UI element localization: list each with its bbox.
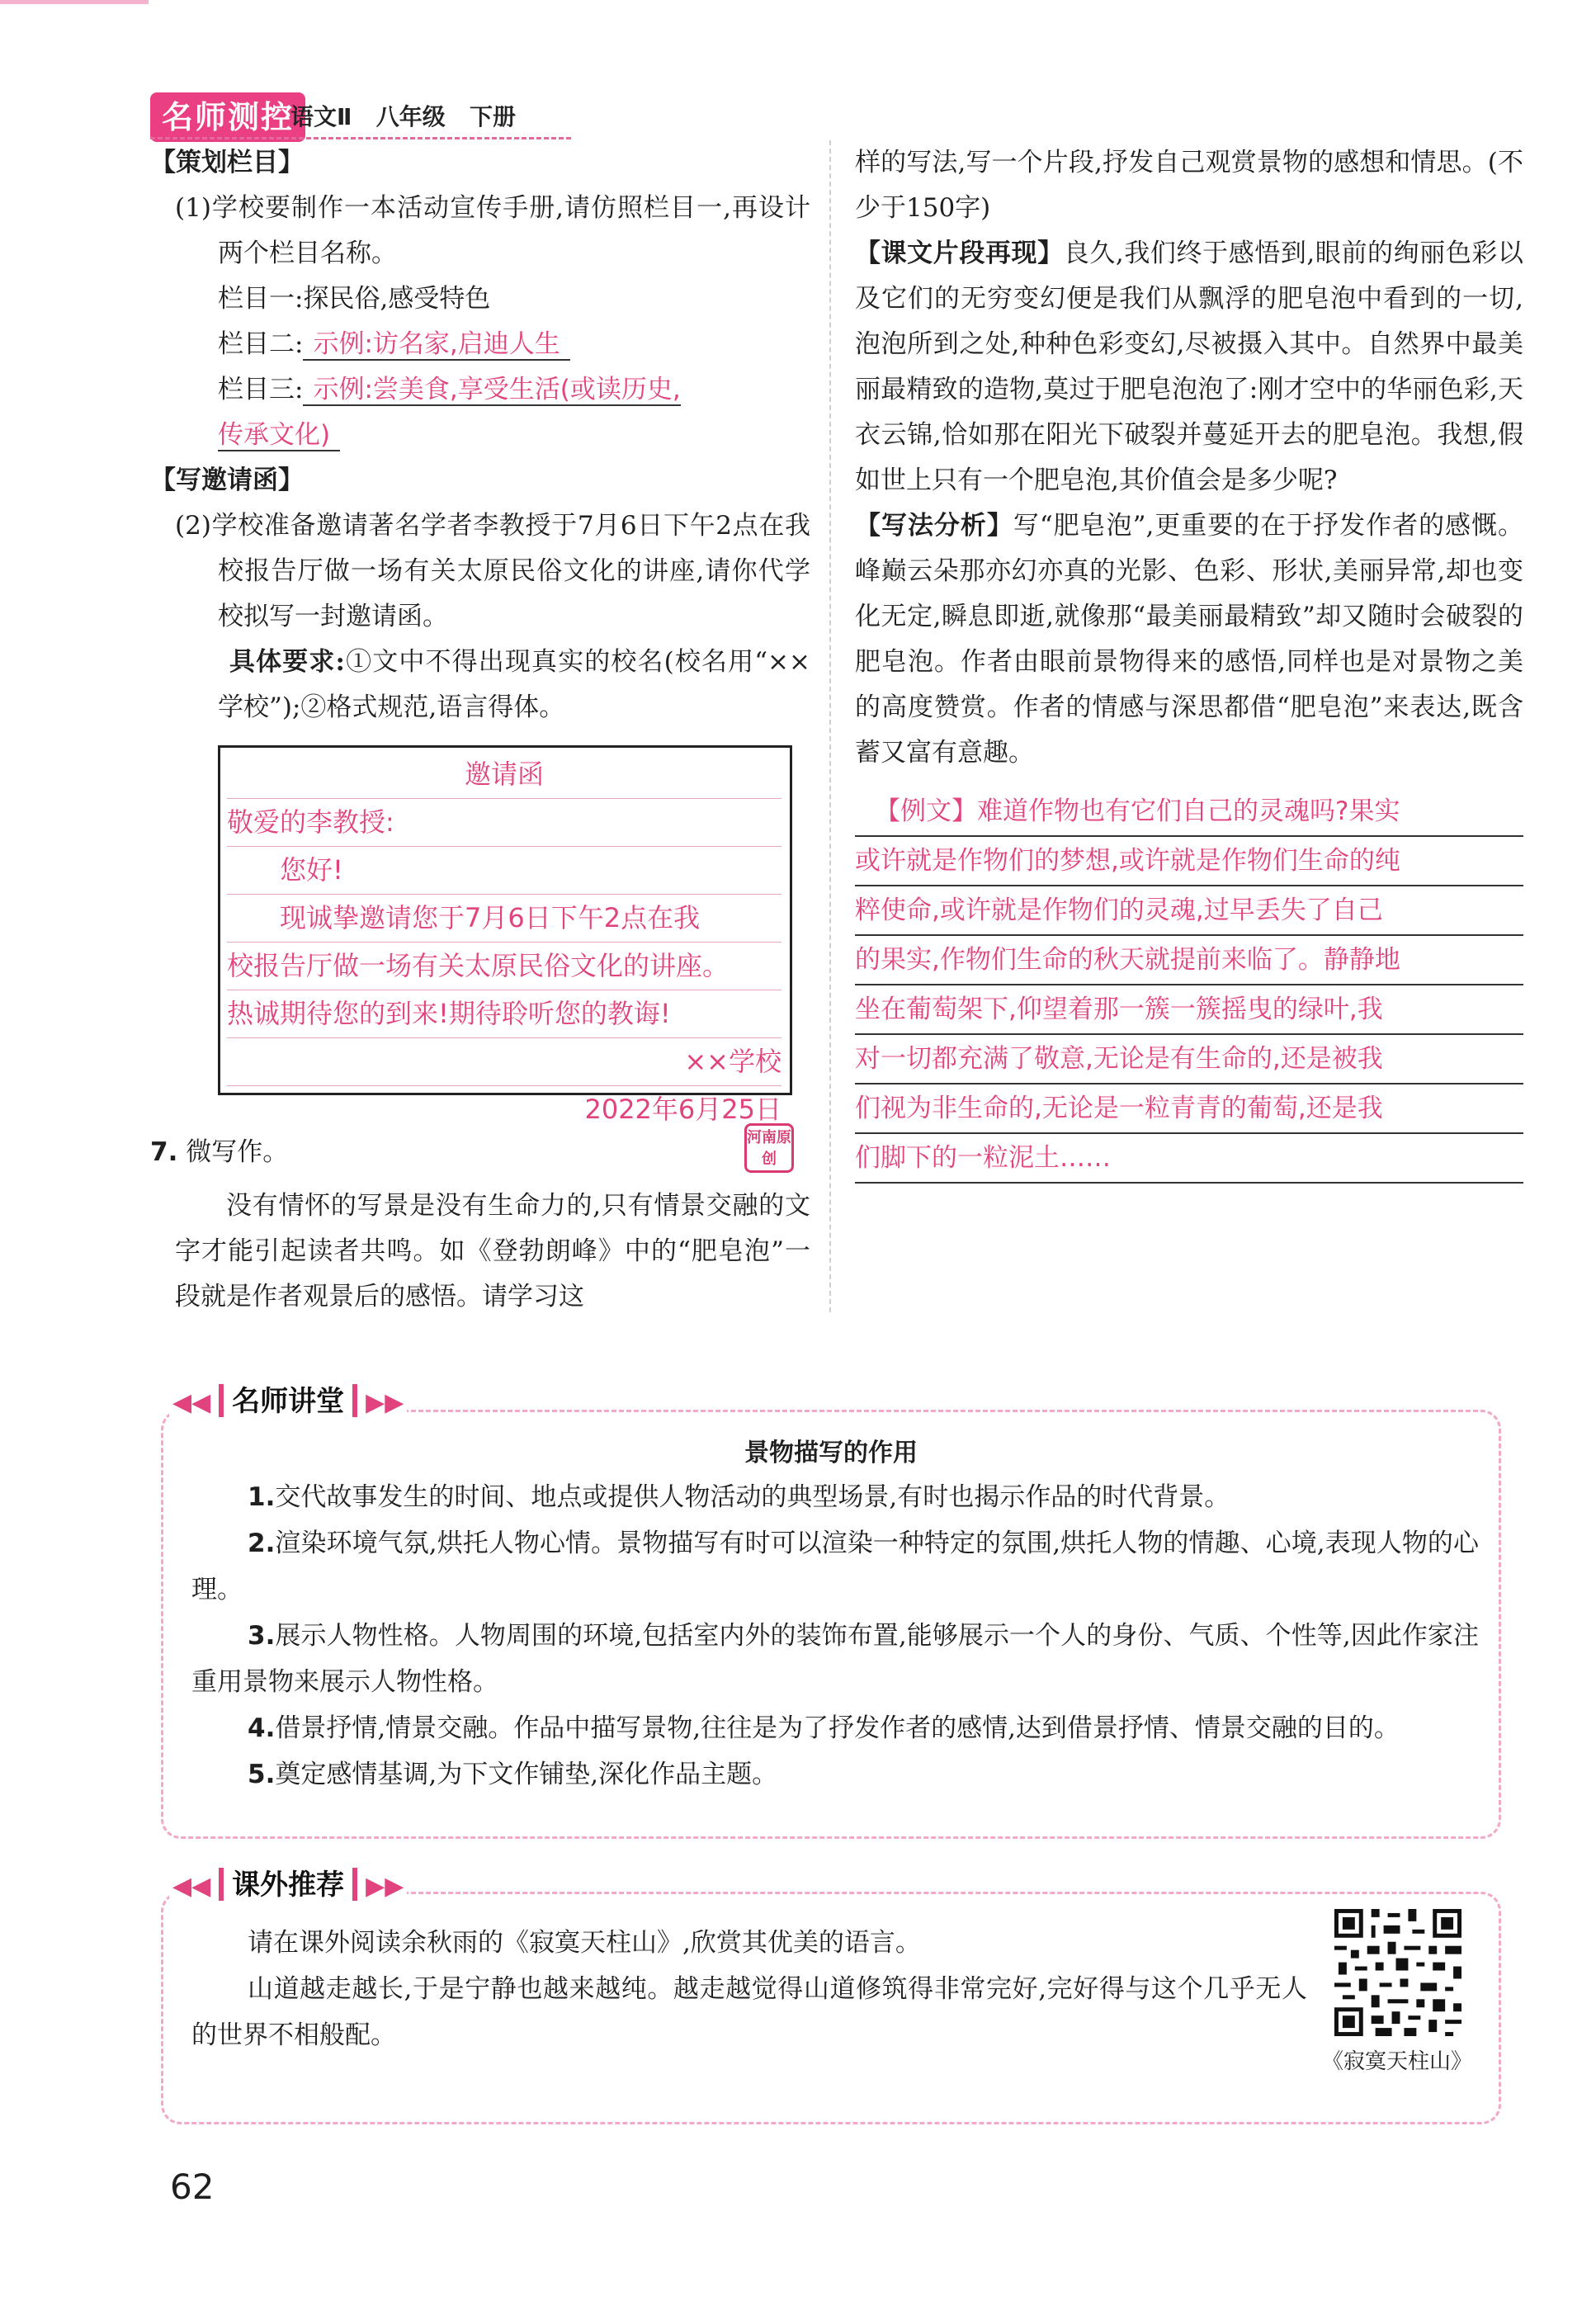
excerpt-label: 【课文片段再现】 (855, 239, 1064, 268)
example-line-7: 们视为非生命的,无论是一粒青青的葡萄,还是我 (855, 1084, 1523, 1134)
example-line-3: 粹使命,或许就是作物们的灵魂,过早丢失了自己 (855, 886, 1523, 936)
column-3-answer-line-2: 传承文化) (218, 420, 340, 451)
henan-original-stamp: 河南原创 (744, 1123, 794, 1173)
reading-intro: 请在课外阅读余秋雨的《寂寞天柱山》,欣赏其优美的语言。 (248, 1928, 921, 1958)
lecture-item: 2.渲染环境气氛,烘托人物心情。景物描写有时可以渲染一种特定的氛围,烘托人物的情趣、心境,表现人物的心理。 (191, 1529, 1479, 1604)
question-7-number: 7. (150, 1137, 178, 1167)
question-7-text: 没有情怀的写景是没有生命力的,只有情景交融的文字才能引起读者共鸣。如《登勃朗峰》中的“肥皂泡”一段就是作者观景后的感悟。请学习这 (175, 1191, 810, 1311)
section-title-columns: 【策划栏目】 (150, 148, 304, 177)
question-1: (1)学校要制作一本活动宣传手册,请仿照栏目一,再设计两个栏目名称。 (175, 193, 810, 268)
reading-body (191, 1920, 1307, 2058)
page-number: 62 (170, 2167, 215, 2207)
qr-caption: 《寂寞天柱山》 (1321, 2049, 1472, 2074)
column-2-label: 栏目二: (218, 329, 304, 359)
example-line-1: 【例文】难道作物也有它们自己的灵魂吗?果实 (855, 787, 1523, 837)
column-3-row-cont (150, 413, 810, 458)
double-right-arrow-icon: ▶▶ (366, 1388, 404, 1417)
question-7-header (150, 1130, 810, 1175)
lecture-tag (169, 1378, 407, 1425)
question-7-title: 微写作。 (186, 1137, 289, 1167)
analysis-label: 【写法分析】 (855, 511, 1013, 541)
column-1-value: 探民俗,感受特色 (303, 284, 491, 314)
reading-tag-label: 课外推荐 (232, 1869, 345, 1902)
qr-code-icon[interactable] (1330, 1905, 1466, 2040)
header-subject: 语文Ⅱ (290, 103, 352, 130)
question-2: (2)学校准备邀请著名学者李教授于7月6日下午2点在我校报告厅做一场有关太原民俗文化的讲座,请你代学校拟写一封邀请函。 (175, 511, 810, 631)
example-answer (855, 787, 1523, 1184)
header-meta (290, 99, 516, 135)
header-divider (150, 137, 571, 139)
invitation-salutation: 敬爱的李教授: (227, 799, 781, 847)
reading-tag (169, 1862, 407, 1908)
lecture-item: 3.展示人物性格。人物周围的环境,包括室内外的装饰布置,能够展示一个人的身份、气质、个性等,因此作家注重用景物来展示人物性格。 (191, 1621, 1479, 1697)
example-line-6: 对一切都充满了敬意,无论是有生命的,还是被我 (855, 1035, 1523, 1084)
double-right-arrow-icon: ▶▶ (366, 1872, 404, 1901)
invitation-title: 邀请函 (227, 751, 781, 799)
example-line-4: 的果实,作物们生命的秋天就提前来临了。静静地 (855, 936, 1523, 985)
double-left-arrow-icon: ◀◀ (172, 1872, 211, 1901)
lecture-item: 4.借景抒情,情景交融。作品中描写景物,往往是为了抒发作者的感情,达到借景抒情、情景交融的目的。 (248, 1713, 1400, 1743)
question-7-continued: 样的写法,写一个片段,抒发自己观赏景物的感想和情思。(不少于150字) (855, 148, 1523, 223)
section-title-invitation: 【写邀请函】 (150, 465, 304, 495)
invitation-signature: ××学校 (227, 1038, 781, 1086)
invitation-body-2: 校报告厅做一场有关太原民俗文化的讲座。 (227, 943, 781, 990)
header-grade: 八年级 (375, 103, 446, 130)
column-3-label: 栏目三: (218, 375, 304, 404)
column-1-label: 栏目一: (218, 284, 304, 314)
lecture-tag-label: 名师讲堂 (232, 1385, 345, 1418)
excerpt-paragraph (855, 231, 1523, 503)
example-line-8: 们脚下的一粒泥土…… (855, 1134, 1523, 1184)
brand-logo: 名师测控 (150, 92, 305, 142)
excerpt-text: 良久,我们终于感悟到,眼前的绚丽色彩以及它们的无穷变幻便是我们从飘浮的肥皂泡中看到的一切,泡泡所到之处,种种色彩变幻,尽被摄入其中。自然界中最美丽最精致的造物,莫过于肥皂泡泡了:刚才空中的华丽色彩,天衣云锦,恰如那在阳光下破裂并蔓延开去的肥皂泡。我想,假如世上只有一个肥皂泡,其价值会是多少呢? (855, 239, 1523, 495)
column-3-answer-line-1: 示例:尝美食,享受生活(或读历史, (303, 375, 680, 406)
requirements-label: 具体要求: (229, 647, 345, 677)
header-volume: 下册 (469, 103, 516, 130)
invitation-date: 2022年6月25日 (584, 1094, 781, 1125)
double-left-arrow-icon: ◀◀ (172, 1388, 211, 1417)
column-2-row (150, 322, 810, 367)
reading-excerpt: 山道越走越长,于是宁静也越来越纯。越走越觉得山道修筑得非常完好,完好得与这个几乎无人的世界不相般配。 (191, 1974, 1307, 2050)
top-edge-line (0, 0, 149, 4)
example-line-2: 或许就是作物们的梦想,或许就是作物们生命的纯 (855, 837, 1523, 886)
invitation-box (218, 745, 792, 1125)
requirements-text: ①文中不得出现真实的校名(校名用“××学校”);②格式规范,语言得体。 (218, 647, 810, 722)
lecture-list (191, 1474, 1479, 1798)
lecture-item: 5.奠定感情基调,为下文作铺垫,深化作品主题。 (248, 1760, 778, 1789)
lecture-title: 景物描写的作用 (744, 1439, 918, 1467)
column-divider (829, 140, 831, 1312)
invitation-body-1: 现诚挚邀请您于7月6日下午2点在我 (227, 895, 781, 943)
column-3-row (150, 367, 810, 413)
right-column (855, 140, 1523, 1184)
example-line-5: 坐在葡萄架下,仰望着那一簇一簇摇曳的绿叶,我 (855, 985, 1523, 1035)
column-1-row (150, 276, 810, 322)
left-column (150, 140, 810, 1320)
requirements (150, 640, 810, 730)
invitation-greeting: 您好! (227, 847, 781, 895)
invitation-body-3: 热诚期待您的到来!期待聆听您的教诲! (227, 990, 781, 1038)
lecture-item: 1.交代故事发生的时间、地点或提供人物活动的典型场景,有时也揭示作品的时代背景。 (248, 1482, 1230, 1512)
analysis-text: 写“肥皂泡”,更重要的在于抒发作者的感慨。峰巅云朵那亦幻亦真的光影、色彩、形状,美丽异常,却也变化无定,瞬息即逝,就像那“最美丽最精致”却又随时会破裂的肥皂泡。作者由眼前景物得来的感悟,同样也是对景物之美的高度赞赏。作者的情感与深思都借“肥皂泡”来表达,既含蓄又富有意趣。 (855, 511, 1523, 768)
column-2-answer: 示例:访名家,启迪人生 (303, 329, 569, 361)
analysis-paragraph (855, 503, 1523, 776)
